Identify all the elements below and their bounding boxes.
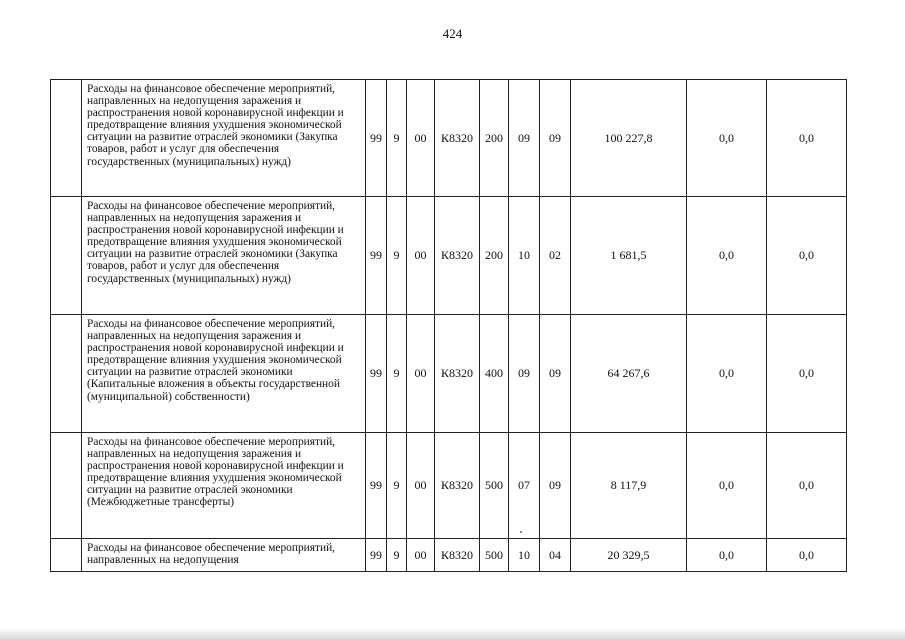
section-cell: 10 — [509, 197, 540, 315]
amount-year3-cell: 0,0 — [767, 197, 847, 315]
main-event-code-cell: 00 — [407, 197, 435, 315]
subsection-cell: 09 — [540, 315, 571, 433]
amount-year3-cell: 0,0 — [767, 433, 847, 539]
expense-type-cell: 200 — [480, 80, 509, 197]
table-row — [51, 197, 847, 315]
expense-type-cell: 400 — [480, 315, 509, 433]
direction-code-cell: К8320 — [435, 197, 480, 315]
amount-year2-cell: 0,0 — [687, 539, 767, 572]
subprogram-code-cell: 9 — [387, 433, 407, 539]
row-number-cell — [51, 197, 82, 315]
main-event-code-cell: 00 — [407, 433, 435, 539]
amount-year3-cell: 0,0 — [767, 80, 847, 197]
subsection-cell: 09 — [540, 80, 571, 197]
direction-code-cell: К8320 — [435, 539, 480, 572]
description-cell: Расходы на финансовое обеспечение мероприятий, направленных на недопущения — [82, 539, 366, 572]
main-event-code-cell: 00 — [407, 539, 435, 572]
expense-type-cell: 500 — [480, 539, 509, 572]
amount-year2-cell: 0,0 — [687, 197, 767, 315]
amount-cell: 64 267,6 — [571, 315, 687, 433]
subprogram-code-cell: 9 — [387, 315, 407, 433]
amount-year3-cell: 0,0 — [767, 539, 847, 572]
table-row — [51, 315, 847, 433]
program-code-cell: 99 — [366, 433, 387, 539]
amount-year2-cell: 0,0 — [687, 315, 767, 433]
amount-year3-cell: 0,0 — [767, 315, 847, 433]
amount-cell: 1 681,5 — [571, 197, 687, 315]
main-event-code-cell: 00 — [407, 80, 435, 197]
main-event-code-cell: 00 — [407, 315, 435, 433]
direction-code-cell: К8320 — [435, 433, 480, 539]
row-number-cell — [51, 539, 82, 572]
expense-type-cell: 500 — [480, 433, 509, 539]
table-row — [51, 539, 847, 572]
scan-speck — [520, 531, 522, 533]
description-cell: Расходы на финансовое обеспечение мероприятий, направленных на недопущения заражения и распространения новой коронавирусной инфекции и предотвращение влияния ухудшения экономической ситуации на развитие отраслей экономики (Межбюджетные трансферты) — [82, 433, 366, 539]
section-cell: 09 — [509, 315, 540, 433]
description-cell: Расходы на финансовое обеспечение мероприятий, направленных на недопущения заражения и распространения новой коронавирусной инфекции и предотвращение влияния ухудшения экономической ситуации на развитие отраслей экономики (Закупка товаров, работ и услуг для обеспечения государственных (муниципальных) нужд) — [82, 80, 366, 197]
amount-year2-cell: 0,0 — [687, 80, 767, 197]
section-cell: 07 — [509, 433, 540, 539]
scan-edge — [0, 628, 905, 639]
section-cell: 10 — [509, 539, 540, 572]
amount-cell: 100 227,8 — [571, 80, 687, 197]
subprogram-code-cell: 9 — [387, 80, 407, 197]
program-code-cell: 99 — [366, 197, 387, 315]
program-code-cell: 99 — [366, 80, 387, 197]
subsection-cell: 09 — [540, 433, 571, 539]
amount-year2-cell: 0,0 — [687, 433, 767, 539]
program-code-cell: 99 — [366, 315, 387, 433]
page-number: 424 — [442, 26, 463, 41]
subprogram-code-cell: 9 — [387, 197, 407, 315]
section-cell: 09 — [509, 80, 540, 197]
subprogram-code-cell: 9 — [387, 539, 407, 572]
amount-cell: 8 117,9 — [571, 433, 687, 539]
row-number-cell — [51, 315, 82, 433]
subsection-cell: 04 — [540, 539, 571, 572]
amount-cell: 20 329,5 — [571, 539, 687, 572]
row-number-cell — [51, 80, 82, 197]
program-code-cell: 99 — [366, 539, 387, 572]
budget-table — [50, 79, 847, 572]
description-cell: Расходы на финансовое обеспечение мероприятий, направленных на недопущения заражения и распространения новой коронавирусной инфекции и предотвращение влияния ухудшения экономической ситуации на развитие отраслей экономики (Капитальные вложения в объекты государственной (муниципальной) собственности) — [82, 315, 366, 433]
subsection-cell: 02 — [540, 197, 571, 315]
direction-code-cell: К8320 — [435, 80, 480, 197]
expense-type-cell: 200 — [480, 197, 509, 315]
row-number-cell — [51, 433, 82, 539]
direction-code-cell: К8320 — [435, 315, 480, 433]
table-row — [51, 433, 847, 539]
description-cell: Расходы на финансовое обеспечение мероприятий, направленных на недопущения заражения и распространения новой коронавирусной инфекции и предотвращение влияния ухудшения экономической ситуации на развитие отраслей экономики (Закупка товаров, работ и услуг для обеспечения государственных (муниципальных) нужд) — [82, 197, 366, 315]
table-row — [51, 80, 847, 197]
